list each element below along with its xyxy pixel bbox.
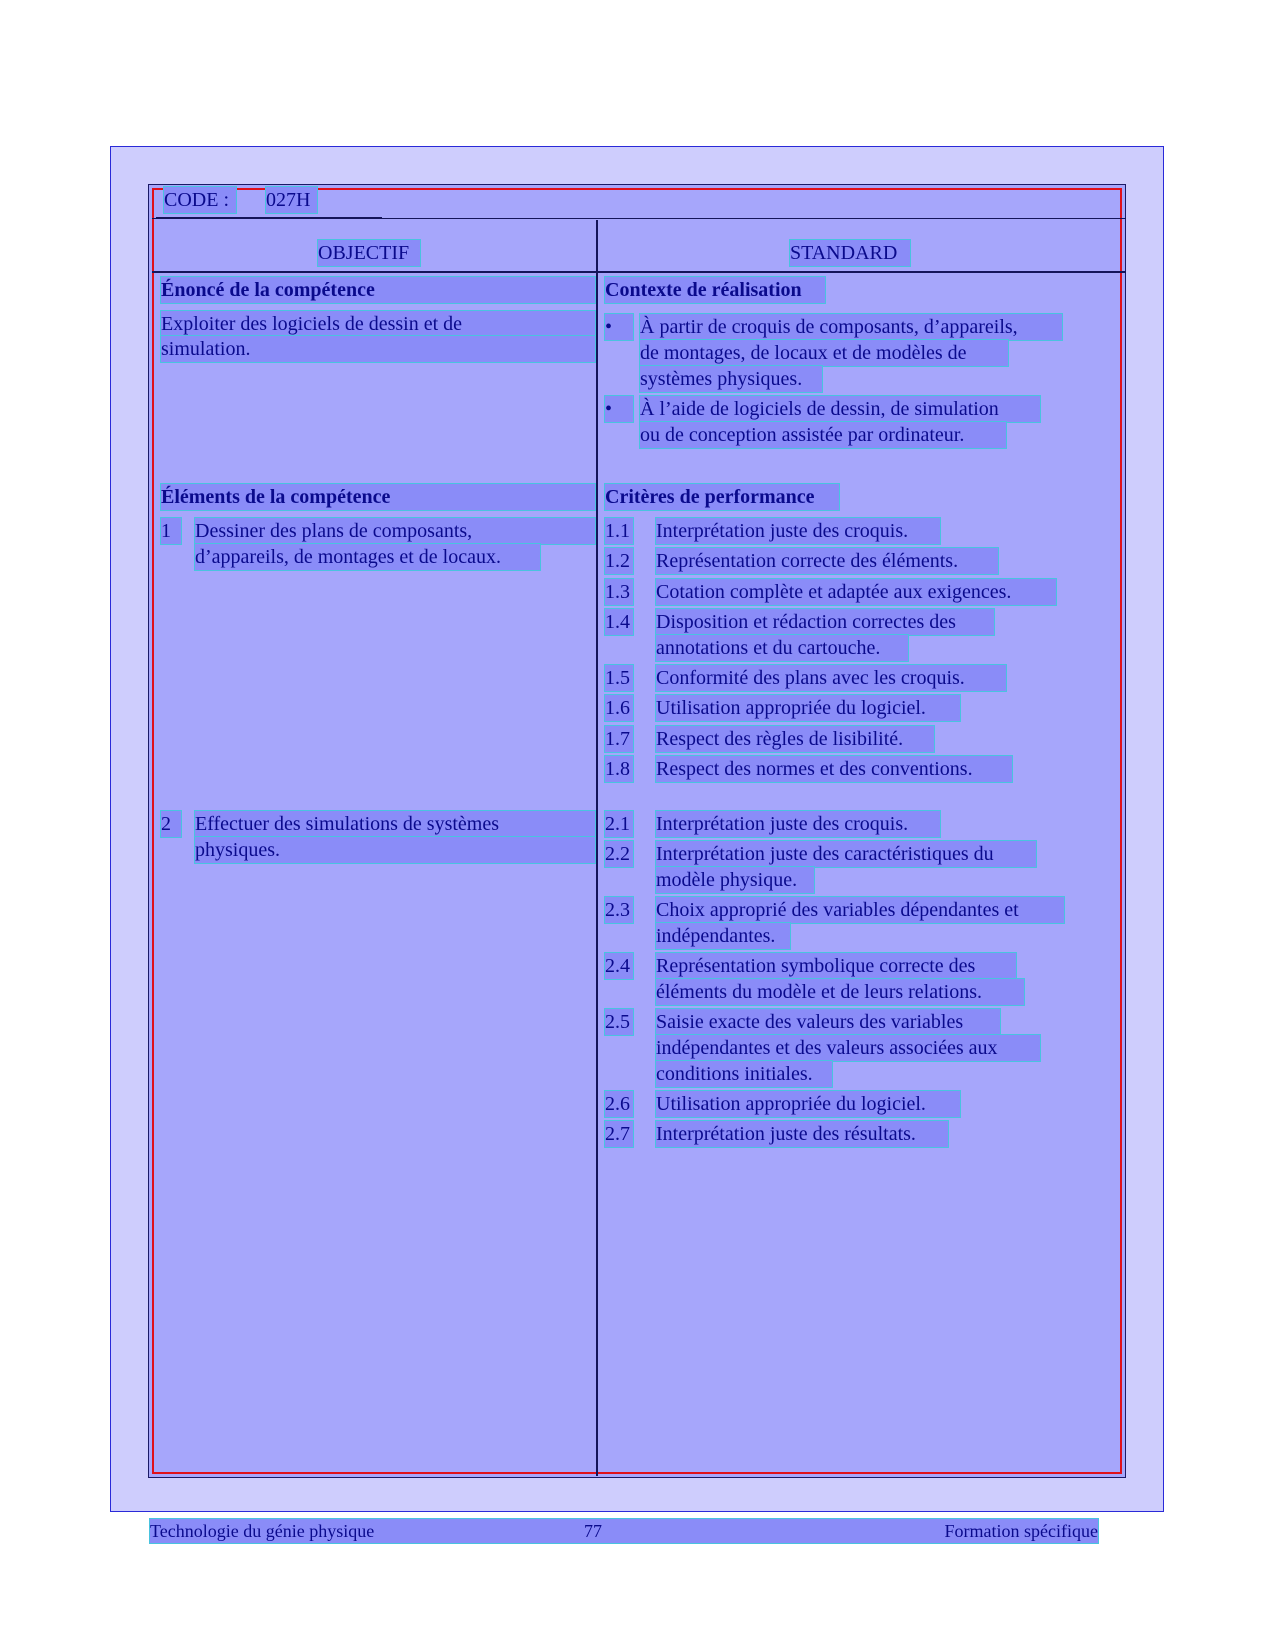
- contexte-bullet-1-line-1: À partir de croquis de composants, d’appareils,: [640, 314, 1062, 340]
- element-1-number: 1: [161, 518, 181, 544]
- critere-2-1-line-1: Interprétation juste des croquis.: [656, 811, 940, 837]
- critere-1-2-line-1: Représentation correcte des éléments.: [656, 548, 998, 574]
- critere-1-4-line-2: annotations et du cartouche.: [656, 635, 908, 661]
- code-label: CODE :: [164, 187, 236, 213]
- contexte-bullet-1-line-2: de montages, de locaux et de modèles de: [640, 340, 1008, 366]
- critere-2-5-line-1: Saisie exacte des valeurs des variables: [656, 1009, 1000, 1035]
- critere-2-4-number: 2.4: [605, 953, 633, 979]
- critere-2-5-line-2: indépendantes et des valeurs associées aux: [656, 1035, 1040, 1061]
- critere-2-1-number: 2.1: [605, 811, 633, 837]
- critere-1-8-line-1: Respect des normes et des conventions.: [656, 756, 1012, 782]
- contexte-bullet-1-marker: •: [605, 314, 633, 340]
- critere-1-1-line-1: Interprétation juste des croquis.: [656, 518, 940, 544]
- critere-1-5-number: 1.5: [605, 665, 633, 691]
- critere-2-3-line-2: indépendantes.: [656, 923, 790, 949]
- criteres-title: Critères de performance: [605, 484, 839, 510]
- contexte-bullet-1-line-3: systèmes physiques.: [640, 366, 822, 392]
- critere-1-7-line-1: Respect des règles de lisibilité.: [656, 726, 934, 752]
- critere-2-5-number: 2.5: [605, 1009, 633, 1035]
- page-number: 77: [584, 1521, 602, 1541]
- critere-1-3-number: 1.3: [605, 579, 633, 605]
- footer-left: Technologie du génie physique: [150, 1521, 375, 1541]
- footer-right: Formation spécifique: [944, 1521, 1098, 1541]
- critere-1-1-number: 1.1: [605, 518, 633, 544]
- contexte-bullet-2-marker: •: [605, 396, 633, 422]
- page-footer: [150, 1519, 1098, 1543]
- critere-1-3-line-1: Cotation complète et adaptée aux exigences.: [656, 579, 1056, 605]
- critere-1-4-line-1: Disposition et rédaction correctes des: [656, 609, 994, 635]
- critere-2-4-line-2: éléments du modèle et de leurs relations.: [656, 979, 1024, 1005]
- critere-2-2-line-1: Interprétation juste des caractéristiques du: [656, 841, 1036, 867]
- enonce-title: Énoncé de la compétence: [161, 277, 595, 303]
- critere-1-8-number: 1.8: [605, 756, 633, 782]
- enonce-line-2: simulation.: [161, 336, 595, 362]
- critere-2-4-line-1: Représentation symbolique correcte des: [656, 953, 1016, 979]
- element-2-line-1: Effectuer des simulations de systèmes: [195, 811, 595, 837]
- element-2-number: 2: [161, 811, 181, 837]
- critere-1-7-number: 1.7: [605, 726, 633, 752]
- contexte-bullet-2-line-2: ou de conception assistée par ordinateur.: [640, 422, 1006, 448]
- element-1-line-1: Dessiner des plans de composants,: [195, 518, 595, 544]
- enonce-line-1: Exploiter des logiciels de dessin et de: [161, 311, 595, 337]
- critere-1-6-number: 1.6: [605, 695, 633, 721]
- column-divider: [596, 220, 598, 1476]
- contexte-bullet-2-line-1: À l’aide de logiciels de dessin, de simulation: [640, 396, 1040, 422]
- code-value: 027H: [266, 187, 317, 213]
- header-objectif: OBJECTIF: [318, 240, 420, 266]
- header-divider-bottom: [152, 271, 1126, 273]
- element-1-line-2: d’appareils, de montages et de locaux.: [195, 544, 540, 570]
- element-2-line-2: physiques.: [195, 837, 595, 863]
- critere-1-4-number: 1.4: [605, 609, 633, 635]
- critere-2-2-number: 2.2: [605, 841, 633, 867]
- critere-1-6-line-1: Utilisation appropriée du logiciel.: [656, 695, 960, 721]
- contexte-title: Contexte de réalisation: [605, 277, 825, 303]
- critere-2-3-number: 2.3: [605, 897, 633, 923]
- critere-2-7-line-1: Interprétation juste des résultats.: [656, 1121, 948, 1147]
- critere-2-6-number: 2.6: [605, 1091, 633, 1117]
- header-standard: STANDARD: [790, 240, 910, 266]
- critere-1-2-number: 1.2: [605, 548, 633, 574]
- critere-2-7-number: 2.7: [605, 1121, 633, 1147]
- critere-2-2-line-2: modèle physique.: [656, 867, 814, 893]
- critere-2-6-line-1: Utilisation appropriée du logiciel.: [656, 1091, 960, 1117]
- critere-1-5-line-1: Conformité des plans avec les croquis.: [656, 665, 1006, 691]
- elements-title: Éléments de la compétence: [161, 484, 595, 510]
- critere-2-3-line-1: Choix approprié des variables dépendantes et: [656, 897, 1064, 923]
- code-underline: [156, 217, 382, 219]
- critere-2-5-line-3: conditions initiales.: [656, 1061, 832, 1087]
